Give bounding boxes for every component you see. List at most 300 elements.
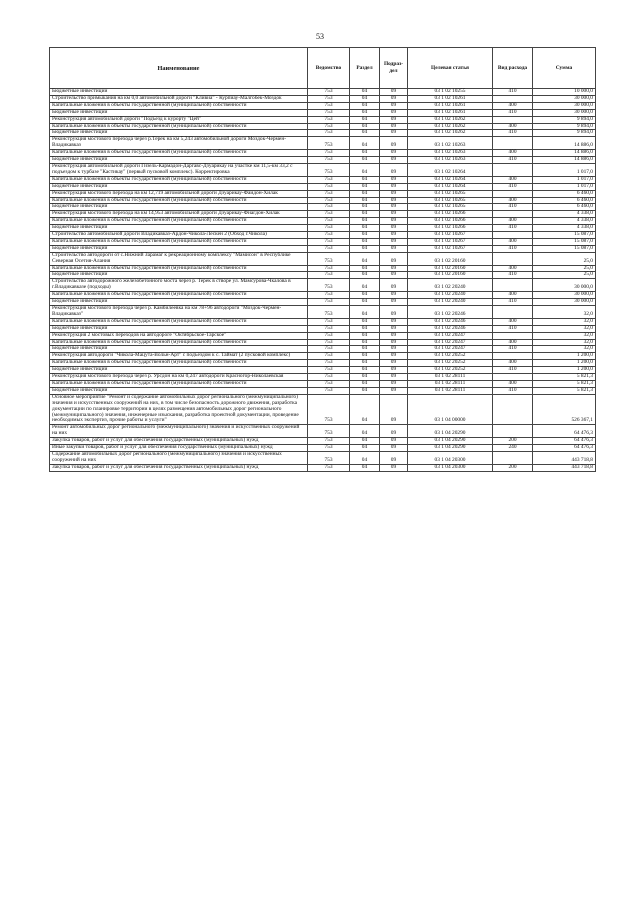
cell-target-article: 03 1 02 10261 [408,102,493,109]
cell-name: Капитальные вложения в объекты государственной (муниципальной) собственности [50,360,308,367]
cell-department: 753 [308,292,350,299]
cell-department: 753 [308,245,350,252]
table-row [50,116,596,123]
cell-subsection: 09 [380,265,408,272]
cell-target-article: 03 1 02 10266 [408,211,493,218]
cell-amount: 9 894,0 [533,123,596,130]
cell-department: 753 [308,190,350,197]
cell-section: 04 [350,360,380,367]
cell-name: Закупка товаров, работ и услуг для обеспечения государственных (муниципальных) нужд [50,464,308,471]
cell-subsection: 09 [380,238,408,245]
cell-department: 753 [308,279,350,292]
cell-expense-type [493,394,533,425]
cell-target-article: 03 1 02 10264 [408,163,493,176]
header-section: Раздел [350,48,380,89]
cell-expense-type: 400 [493,380,533,387]
cell-section: 04 [350,109,380,116]
cell-name: Капитальные вложения в объекты государственной (муниципальной) собственности [50,265,308,272]
cell-subsection: 09 [380,425,408,438]
cell-department: 753 [308,183,350,190]
cell-expense-type: 400 [493,238,533,245]
cell-subsection: 09 [380,102,408,109]
cell-target-article: 03 1 02 10267 [408,232,493,239]
cell-name: Реконструкция автомобильной дороги Гизель-Кармадон-Даргавс-Дзуарикау на участке км 11,5-км 33,2 с подъездом к турбазе "Кастикау" (первый пусковой комплекс). Корректировка [50,163,308,176]
cell-target-article: 03 1 02 10265 [408,204,493,211]
cell-target-article: 03 1 02 28111 [408,374,493,381]
cell-amount: 15 087,0 [533,232,596,239]
cell-target-article: 03 1 02 28111 [408,380,493,387]
cell-section: 04 [350,394,380,425]
cell-expense-type: 400 [493,265,533,272]
cell-department: 753 [308,367,350,374]
cell-department: 753 [308,346,350,353]
cell-amount: 30 000,0 [533,109,596,116]
cell-amount: 30 000,0 [533,299,596,306]
header-subsection: Подраз-дел [380,48,408,89]
cell-name: Бюджетные инвестиции [50,204,308,211]
cell-subsection: 09 [380,380,408,387]
cell-name: Капитальные вложения в объекты государственной (муниципальной) собственности [50,218,308,225]
cell-target-article: 03 1 04 20290 [408,445,493,452]
cell-target-article: 03 1 02 20246 [408,306,493,319]
cell-name: Иные закупки товаров, работ и услуг для обеспечения государственных (муниципальных) нужд [50,445,308,452]
cell-target-article: 03 1 02 20160 [408,252,493,265]
cell-subsection: 09 [380,367,408,374]
cell-expense-type: 400 [493,102,533,109]
cell-target-article: 03 1 02 10263 [408,137,493,150]
cell-name: Строительство примыкания на км 0,0 автомобильной дороги "Кливиа" - Курпиау-Малгобек-Моздок [50,95,308,102]
cell-department: 753 [308,176,350,183]
cell-amount: 32,0 [533,346,596,353]
cell-subsection: 09 [380,339,408,346]
cell-department: 753 [308,387,350,394]
table-row [50,332,596,339]
cell-subsection: 09 [380,204,408,211]
cell-amount: 1 200,0 [533,360,596,367]
cell-target-article: 03 1 02 10262 [408,130,493,137]
cell-section: 04 [350,380,380,387]
cell-expense-type: 410 [493,325,533,332]
cell-amount: 30 000,0 [533,95,596,102]
cell-amount: 1 017,0 [533,176,596,183]
cell-amount: 14 886,0 [533,150,596,157]
table-row [50,163,596,176]
cell-section: 04 [350,353,380,360]
cell-subsection: 09 [380,109,408,116]
cell-section: 04 [350,445,380,452]
cell-name: Реконструкция мостового перехода через р. Урсдон на км 0,247 автодороги Красногор-Николаевская [50,374,308,381]
cell-expense-type: 410 [493,109,533,116]
table-row [50,306,596,319]
cell-department: 753 [308,89,350,96]
cell-department: 753 [308,225,350,232]
cell-subsection: 09 [380,360,408,367]
cell-target-article: 03 1 02 20246 [408,318,493,325]
cell-target-article: 03 1 04 20300 [408,451,493,464]
cell-target-article: 03 1 02 20240 [408,292,493,299]
cell-expense-type: 400 [493,123,533,130]
cell-section: 04 [350,292,380,299]
cell-section: 04 [350,89,380,96]
cell-section: 04 [350,279,380,292]
cell-subsection: 09 [380,176,408,183]
cell-amount: 443 718,8 [533,464,596,471]
cell-expense-type: 410 [493,157,533,164]
cell-target-article: 03 1 02 10264 [408,183,493,190]
cell-expense-type: 400 [493,339,533,346]
cell-department: 753 [308,157,350,164]
cell-department: 753 [308,211,350,218]
cell-target-article: 03 1 02 10265 [408,197,493,204]
cell-expense-type [493,332,533,339]
cell-expense-type [493,163,533,176]
table-row [50,190,596,197]
cell-section: 04 [350,387,380,394]
cell-section: 04 [350,367,380,374]
cell-target-article: 03 1 02 10267 [408,245,493,252]
cell-subsection: 09 [380,279,408,292]
table-row [50,252,596,265]
cell-amount: 25,0 [533,252,596,265]
cell-expense-type: 400 [493,360,533,367]
cell-name: Реконструкция мостового перехода на км 14,953 автомобильной дороги Дзуарикау-Фиагдон-Хилак [50,211,308,218]
cell-target-article: 03 1 04 20290 [408,425,493,438]
cell-expense-type: 200 [493,464,533,471]
cell-target-article: 03 1 02 10263 [408,157,493,164]
cell-subsection: 09 [380,95,408,102]
cell-department: 753 [308,299,350,306]
cell-department: 753 [308,318,350,325]
cell-name: Содержание автомобильных дорог регионального (межмуниципального) значения и искусственных сооружений на них [50,451,308,464]
cell-amount: 25,0 [533,272,596,279]
cell-name: Бюджетные инвестиции [50,89,308,96]
cell-name: Строительство автодороги от с.Нижний Зарамаг к рекреационному комплексу "Мамисон" в Республике Северная Осетия-Алания [50,252,308,265]
cell-section: 04 [350,438,380,445]
cell-department: 753 [308,272,350,279]
cell-section: 04 [350,150,380,157]
cell-subsection: 09 [380,299,408,306]
cell-department: 753 [308,374,350,381]
cell-section: 04 [350,425,380,438]
cell-target-article: 03 1 04 00000 [408,394,493,425]
cell-subsection: 09 [380,346,408,353]
cell-amount: 5 821,3 [533,380,596,387]
cell-target-article: 03 1 02 20247 [408,346,493,353]
cell-section: 04 [350,123,380,130]
cell-amount: 14 886,0 [533,137,596,150]
cell-target-article: 03 1 02 20252 [408,353,493,360]
cell-name: Бюджетные инвестиции [50,387,308,394]
cell-subsection: 09 [380,157,408,164]
cell-subsection: 09 [380,116,408,123]
cell-amount: 6 460,0 [533,190,596,197]
cell-amount: 1 017,0 [533,183,596,190]
cell-name: Бюджетные инвестиции [50,157,308,164]
cell-expense-type: 410 [493,89,533,96]
header-name: Наименование [50,48,308,89]
cell-amount: 6 460,0 [533,204,596,211]
cell-name: Ремонт автомобильных дорог регионального (межмуниципального) значения и искусственных сооружений на них [50,425,308,438]
cell-subsection: 09 [380,252,408,265]
cell-name: Закупка товаров, работ и услуг для обеспечения государственных (муниципальных) нужд [50,438,308,445]
table-header [50,48,596,89]
cell-amount: 9 894,0 [533,130,596,137]
cell-name: Бюджетные инвестиции [50,245,308,252]
cell-department: 753 [308,95,350,102]
cell-section: 04 [350,245,380,252]
cell-subsection: 09 [380,464,408,471]
cell-name: Реконструкция мостового перехода на км 12,719 автомобильной дороги Дзуарикау-Фаидон-Хилак [50,190,308,197]
cell-name: Капитальные вложения в объекты государственной (муниципальной) собственности [50,197,308,204]
cell-amount: 32,0 [533,339,596,346]
cell-department: 753 [308,163,350,176]
cell-subsection: 09 [380,218,408,225]
cell-expense-type [493,116,533,123]
cell-name: Бюджетные инвестиции [50,346,308,353]
cell-name: Капитальные вложения в объекты государственной (муниципальной) собственности [50,292,308,299]
cell-expense-type: 200 [493,438,533,445]
cell-section: 04 [350,197,380,204]
cell-target-article: 03 1 02 20252 [408,360,493,367]
cell-department: 753 [308,238,350,245]
cell-department: 753 [308,137,350,150]
cell-amount: 32,0 [533,332,596,339]
cell-amount: 10 000,0 [533,89,596,96]
cell-target-article: 03 1 02 28111 [408,387,493,394]
cell-department: 753 [308,150,350,157]
cell-department: 753 [308,425,350,438]
cell-subsection: 09 [380,445,408,452]
cell-expense-type: 410 [493,204,533,211]
cell-subsection: 09 [380,451,408,464]
table-row [50,279,596,292]
header-amount: Сумма [533,48,596,89]
cell-subsection: 09 [380,325,408,332]
cell-department: 753 [308,102,350,109]
cell-section: 04 [350,176,380,183]
cell-amount: 15 087,0 [533,238,596,245]
cell-amount: 5 821,3 [533,387,596,394]
header-department: Ведомство [308,48,350,89]
cell-subsection: 09 [380,318,408,325]
table-row [50,451,596,464]
cell-department: 753 [308,204,350,211]
cell-subsection: 09 [380,306,408,319]
cell-name: Капитальные вложения в объекты государственной (муниципальной) собственности [50,102,308,109]
cell-name: Бюджетные инвестиции [50,109,308,116]
cell-name: Капитальные вложения в объекты государственной (муниципальной) собственности [50,123,308,130]
cell-department: 753 [308,252,350,265]
cell-name: Реконструкция автомобильной дороги "Подъезд к курорту "Цей" [50,116,308,123]
cell-amount: 30 000,0 [533,102,596,109]
cell-department: 753 [308,438,350,445]
cell-amount: 4 338,0 [533,211,596,218]
cell-target-article: 03 1 04 20290 [408,438,493,445]
cell-expense-type: 410 [493,130,533,137]
table-body [50,89,596,472]
cell-section: 04 [350,318,380,325]
cell-expense-type: 400 [493,150,533,157]
cell-section: 04 [350,451,380,464]
cell-expense-type: 410 [493,387,533,394]
cell-name: Капитальные вложения в объекты государственной (муниципальной) собственности [50,380,308,387]
cell-amount: 443 718,8 [533,451,596,464]
cell-name: Капитальные вложения в объекты государственной (муниципальной) собственности [50,339,308,346]
table-row [50,425,596,438]
cell-target-article: 03 1 02 20247 [408,332,493,339]
cell-department: 753 [308,130,350,137]
cell-section: 04 [350,272,380,279]
cell-name: Бюджетные инвестиции [50,225,308,232]
table-row [50,464,596,471]
cell-department: 753 [308,360,350,367]
cell-department: 753 [308,380,350,387]
cell-subsection: 09 [380,190,408,197]
cell-section: 04 [350,157,380,164]
cell-amount: 64 476,3 [533,425,596,438]
cell-section: 04 [350,374,380,381]
cell-target-article: 03 1 02 10266 [408,225,493,232]
cell-subsection: 09 [380,137,408,150]
cell-subsection: 09 [380,130,408,137]
cell-name: Капитальные вложения в объекты государственной (муниципальной) собственности [50,318,308,325]
cell-section: 04 [350,190,380,197]
table-row [50,137,596,150]
cell-expense-type: 400 [493,292,533,299]
cell-section: 04 [350,332,380,339]
cell-section: 04 [350,299,380,306]
cell-section: 04 [350,163,380,176]
cell-target-article: 03 1 02 20252 [408,367,493,374]
cell-subsection: 09 [380,183,408,190]
table-row [50,394,596,425]
cell-expense-type [493,279,533,292]
cell-amount: 30 000,0 [533,292,596,299]
cell-section: 04 [350,130,380,137]
cell-name: Бюджетные инвестиции [50,130,308,137]
cell-section: 04 [350,306,380,319]
cell-name: Капитальные вложения в объекты государственной (муниципальной) собственности [50,176,308,183]
cell-subsection: 09 [380,353,408,360]
cell-name: Бюджетные инвестиции [50,272,308,279]
cell-amount: 6 460,0 [533,197,596,204]
cell-section: 04 [350,183,380,190]
cell-section: 04 [350,225,380,232]
cell-department: 753 [308,445,350,452]
cell-section: 04 [350,339,380,346]
cell-target-article: 03 1 02 20240 [408,299,493,306]
cell-expense-type: 410 [493,272,533,279]
cell-subsection: 09 [380,374,408,381]
cell-department: 753 [308,218,350,225]
cell-target-article: 03 1 04 20300 [408,464,493,471]
cell-department: 753 [308,339,350,346]
cell-department: 753 [308,265,350,272]
cell-amount: 30 000,0 [533,279,596,292]
header-expense-type: Вид расхода [493,48,533,89]
cell-subsection: 09 [380,272,408,279]
cell-department: 753 [308,123,350,130]
cell-target-article: 03 1 02 10266 [408,218,493,225]
cell-amount: 4 338,0 [533,225,596,232]
cell-expense-type: 410 [493,346,533,353]
cell-amount: 32,0 [533,325,596,332]
cell-subsection: 09 [380,163,408,176]
budget-table [49,47,596,472]
cell-department: 753 [308,306,350,319]
cell-amount: 1 200,0 [533,353,596,360]
cell-department: 753 [308,353,350,360]
cell-expense-type [493,425,533,438]
cell-target-article: 03 1 02 10262 [408,116,493,123]
cell-name: Строительство автомобильной дороги Владикавказ-Ардон-Чикола-Лескен 2 (Обход г.Чикола) [50,232,308,239]
cell-subsection: 09 [380,438,408,445]
cell-section: 04 [350,137,380,150]
cell-expense-type: 410 [493,225,533,232]
cell-expense-type [493,451,533,464]
cell-section: 04 [350,218,380,225]
cell-target-article: 03 1 02 10262 [408,123,493,130]
cell-name: Бюджетные инвестиции [50,367,308,374]
cell-subsection: 09 [380,232,408,239]
cell-department: 753 [308,394,350,425]
cell-target-article: 03 1 02 10265 [408,190,493,197]
cell-expense-type: 400 [493,318,533,325]
cell-name: Реконструкция автодороги "Чикола-Мацута-Вольн-Арт" с подъездом к с. Таймат (2 пусковой комплекс) [50,353,308,360]
cell-name: Основное мероприятие "Ремонт и содержание автомобильных дорог регионального (межмуниципального) значения и искусственных сооружений на них, в том числе безопасность дорожного движения, разработка документации по планировке территории в целях размещения автомобильных дорог регионального (межмуниципального) значения, инженерные изыскания, разработка проектной документации, проведение необходимых экспертиз, прочие работы и услуги" [50,394,308,425]
cell-expense-type [493,306,533,319]
cell-section: 04 [350,211,380,218]
header-target-article: Целевая статья [408,48,493,89]
cell-subsection: 09 [380,332,408,339]
cell-section: 04 [350,232,380,239]
cell-subsection: 09 [380,225,408,232]
cell-expense-type [493,190,533,197]
cell-target-article: 03 1 02 10267 [408,238,493,245]
cell-amount: 25,0 [533,265,596,272]
cell-amount: 64 476,3 [533,445,596,452]
cell-amount: 1 200,0 [533,367,596,374]
cell-section: 04 [350,95,380,102]
cell-target-article: 03 1 02 10261 [408,95,493,102]
cell-target-article: 03 1 02 10255 [408,89,493,96]
cell-amount: 32,0 [533,318,596,325]
cell-subsection: 09 [380,245,408,252]
cell-expense-type: 410 [493,183,533,190]
cell-expense-type [493,137,533,150]
cell-target-article: 03 1 02 20240 [408,279,493,292]
cell-section: 04 [350,238,380,245]
cell-section: 04 [350,102,380,109]
cell-amount: 4 338,0 [533,218,596,225]
cell-name: Бюджетные инвестиции [50,183,308,190]
cell-amount: 32,0 [533,306,596,319]
cell-amount: 14 886,0 [533,157,596,164]
cell-expense-type: 400 [493,218,533,225]
cell-target-article: 03 1 02 20160 [408,265,493,272]
cell-name: Бюджетные инвестиции [50,325,308,332]
cell-department: 753 [308,116,350,123]
cell-section: 04 [350,204,380,211]
cell-target-article: 03 1 02 20246 [408,325,493,332]
cell-section: 04 [350,265,380,272]
cell-expense-type: 240 [493,445,533,452]
cell-department: 753 [308,451,350,464]
cell-expense-type: 400 [493,176,533,183]
cell-amount: 15 087,0 [533,245,596,252]
cell-section: 04 [350,116,380,123]
cell-subsection: 09 [380,197,408,204]
